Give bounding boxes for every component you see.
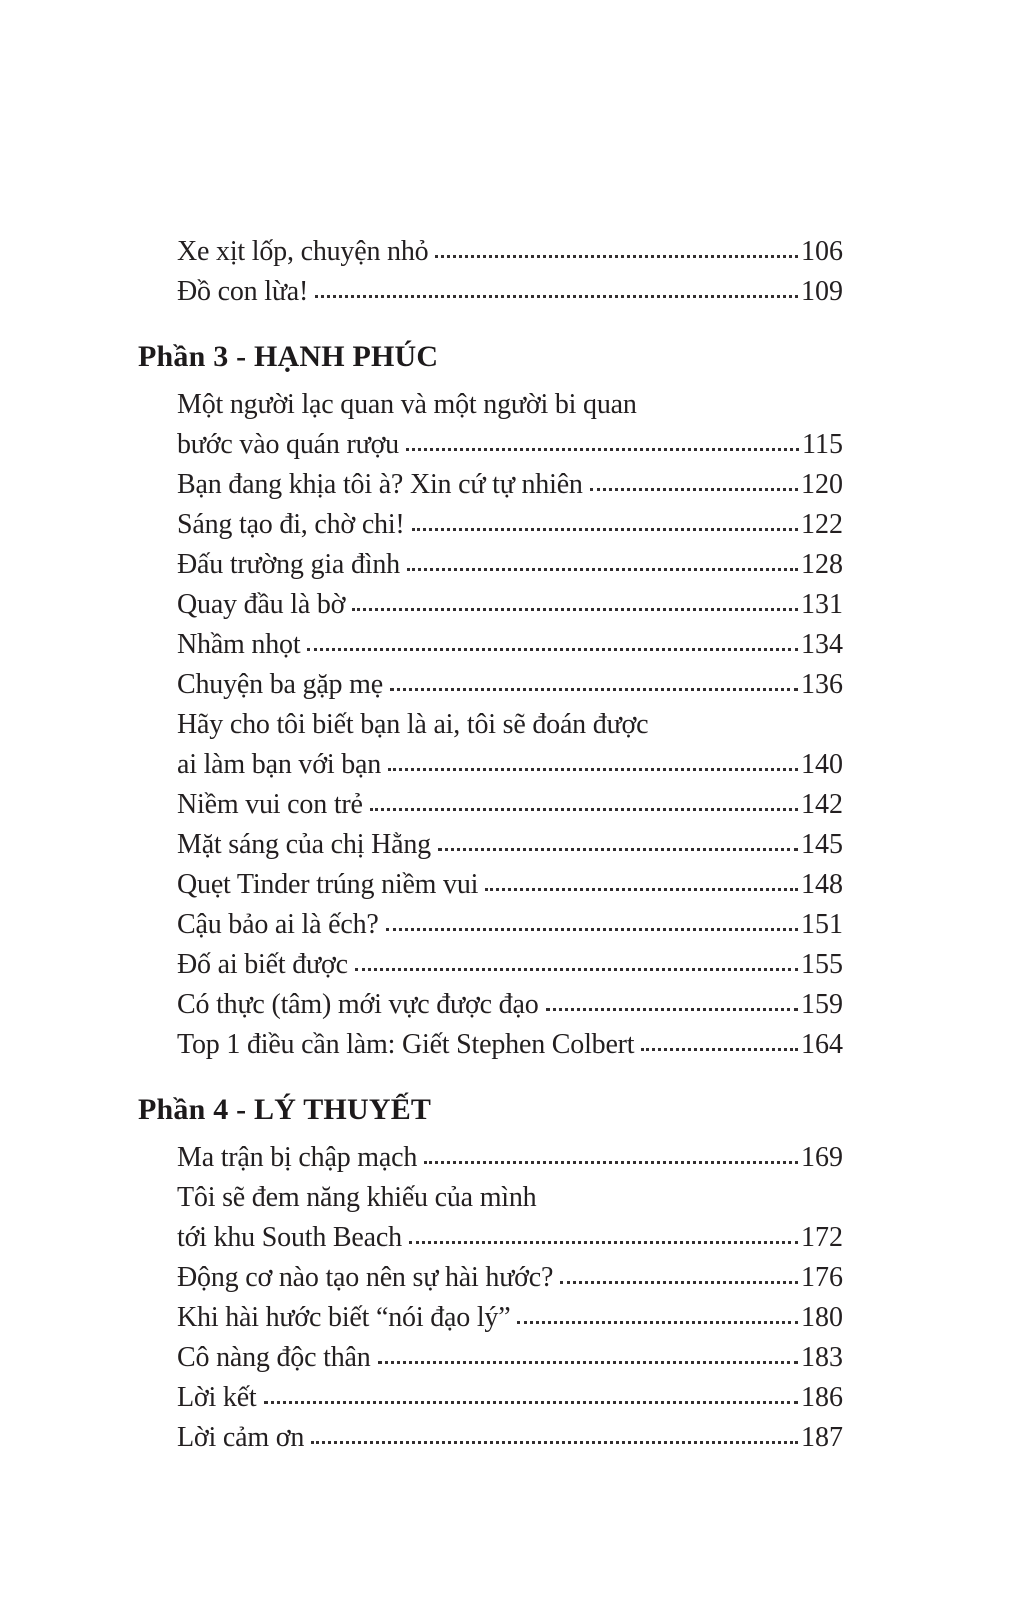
entry-title: Hãy cho tôi biết bạn là ai, tôi sẽ đoán được xyxy=(177,709,649,740)
entry-title: Cậu bảo ai là ếch? xyxy=(177,909,379,940)
entry-line xyxy=(177,1298,843,1338)
page-number: 136 xyxy=(801,669,843,700)
dot-leader xyxy=(412,528,798,531)
entry-title: Đấu trường gia đình xyxy=(177,549,400,580)
entry-line xyxy=(177,745,843,785)
entry-title: Có thực (tâm) mới vực được đạo xyxy=(177,989,539,1020)
entry-line xyxy=(177,1025,843,1065)
dot-leader xyxy=(355,968,798,971)
entry-line xyxy=(177,1218,843,1258)
dot-leader xyxy=(517,1321,798,1324)
page-number: 180 xyxy=(801,1302,843,1333)
entry-line xyxy=(177,785,843,825)
dot-leader xyxy=(424,1161,798,1164)
entry-line xyxy=(177,232,843,272)
page-number: 131 xyxy=(801,589,843,620)
dot-leader xyxy=(406,448,799,451)
entry-title: Chuyện ba gặp mẹ xyxy=(177,669,383,700)
entry-title: bước vào quán rượu xyxy=(177,429,399,460)
entry-line xyxy=(177,905,843,945)
dot-leader xyxy=(352,608,798,611)
dot-leader xyxy=(546,1008,798,1011)
entry-line xyxy=(177,1418,843,1458)
dot-leader xyxy=(438,848,798,851)
entry-line xyxy=(177,705,843,745)
entry-line xyxy=(177,945,843,985)
page-number: 183 xyxy=(801,1342,843,1373)
entry-line xyxy=(177,985,843,1025)
entry-title: Bạn đang khịa tôi à? Xin cứ tự nhiên xyxy=(177,469,583,500)
dot-leader xyxy=(386,928,798,931)
page-number: 159 xyxy=(801,989,843,1020)
page-number: 187 xyxy=(801,1422,843,1453)
page-number: 145 xyxy=(801,829,843,860)
entry-line xyxy=(177,1138,843,1178)
page-number: 169 xyxy=(801,1142,843,1173)
page-number: 148 xyxy=(801,869,843,900)
dot-leader xyxy=(311,1441,798,1444)
dot-leader xyxy=(378,1361,798,1364)
entry-line xyxy=(177,625,843,665)
dot-leader xyxy=(485,888,798,891)
entry-title: Khi hài hước biết “nói đạo lý” xyxy=(177,1302,511,1333)
page-number: 109 xyxy=(801,276,843,307)
entry-title: Động cơ nào tạo nên sự hài hước? xyxy=(177,1262,554,1293)
dot-leader xyxy=(307,648,798,651)
entry-line xyxy=(177,272,843,312)
entry-title: Cô nàng độc thân xyxy=(177,1342,371,1373)
page-number: 120 xyxy=(801,469,843,500)
toc-section xyxy=(138,232,843,312)
entry-line xyxy=(177,825,843,865)
page-number: 106 xyxy=(801,236,843,267)
entry-title: Đồ con lừa! xyxy=(177,276,309,307)
entry-title: Một người lạc quan và một người bi quan xyxy=(177,389,637,420)
entry-title: Nhầm nhọt xyxy=(177,629,301,660)
entry-list xyxy=(177,385,843,1065)
entry-line xyxy=(177,425,843,465)
dot-leader xyxy=(590,488,798,491)
page-number: 186 xyxy=(801,1382,843,1413)
entry-title: Lời cảm ơn xyxy=(177,1422,305,1453)
dot-leader xyxy=(370,808,798,811)
toc-section xyxy=(138,1090,843,1458)
entry-line xyxy=(177,545,843,585)
entry-title: Xe xịt lốp, chuyện nhỏ xyxy=(177,236,429,267)
entry-title: Tôi sẽ đem năng khiếu của mình xyxy=(177,1182,537,1213)
entry-line xyxy=(177,665,843,705)
entry-title: Quay đầu là bờ xyxy=(177,589,346,620)
page-number: 142 xyxy=(801,789,843,820)
entry-line xyxy=(177,465,843,505)
entry-line xyxy=(177,1258,843,1298)
entry-line xyxy=(177,1378,843,1418)
page-number: 176 xyxy=(801,1262,843,1293)
section-heading: Phần 4 - LÝ THUYẾT xyxy=(138,1093,432,1126)
entry-title: tới khu South Beach xyxy=(177,1222,402,1253)
page-number: 128 xyxy=(801,549,843,580)
page-number: 172 xyxy=(801,1222,843,1253)
dot-leader xyxy=(407,568,798,571)
dot-leader xyxy=(315,295,798,298)
entry-list xyxy=(177,1138,843,1458)
entry-title: Mặt sáng của chị Hằng xyxy=(177,829,431,860)
entry-title: Top 1 điều cần làm: Giết Stephen Colbert xyxy=(177,1029,635,1060)
page-number: 164 xyxy=(801,1029,843,1060)
page-number: 151 xyxy=(801,909,843,940)
entry-title: Quẹt Tinder trúng niềm vui xyxy=(177,869,479,900)
entry-line xyxy=(177,865,843,905)
entry-title: Niềm vui con trẻ xyxy=(177,789,363,820)
page-number: 155 xyxy=(801,949,843,980)
entry-line xyxy=(177,505,843,545)
page-number: 140 xyxy=(801,749,843,780)
entry-title: ai làm bạn với bạn xyxy=(177,749,382,780)
toc-section xyxy=(138,337,843,1065)
entry-title: Đố ai biết được xyxy=(177,949,348,980)
page-number: 115 xyxy=(802,429,843,460)
dot-leader xyxy=(264,1401,799,1404)
section-heading: Phần 3 - HẠNH PHÚC xyxy=(138,340,439,373)
entry-line xyxy=(177,385,843,425)
entry-line xyxy=(177,585,843,625)
dot-leader xyxy=(560,1281,798,1284)
entry-title: Ma trận bị chập mạch xyxy=(177,1142,418,1173)
dot-leader xyxy=(388,768,798,771)
dot-leader xyxy=(409,1241,798,1244)
page-number: 134 xyxy=(801,629,843,660)
entry-line xyxy=(177,1178,843,1218)
entry-title: Sáng tạo đi, chờ chi! xyxy=(177,509,405,540)
entry-title: Lời kết xyxy=(177,1382,257,1413)
entry-list xyxy=(177,232,843,312)
dot-leader xyxy=(641,1048,798,1051)
dot-leader xyxy=(390,688,798,691)
dot-leader xyxy=(435,255,798,258)
entry-line xyxy=(177,1338,843,1378)
page-number: 122 xyxy=(801,509,843,540)
